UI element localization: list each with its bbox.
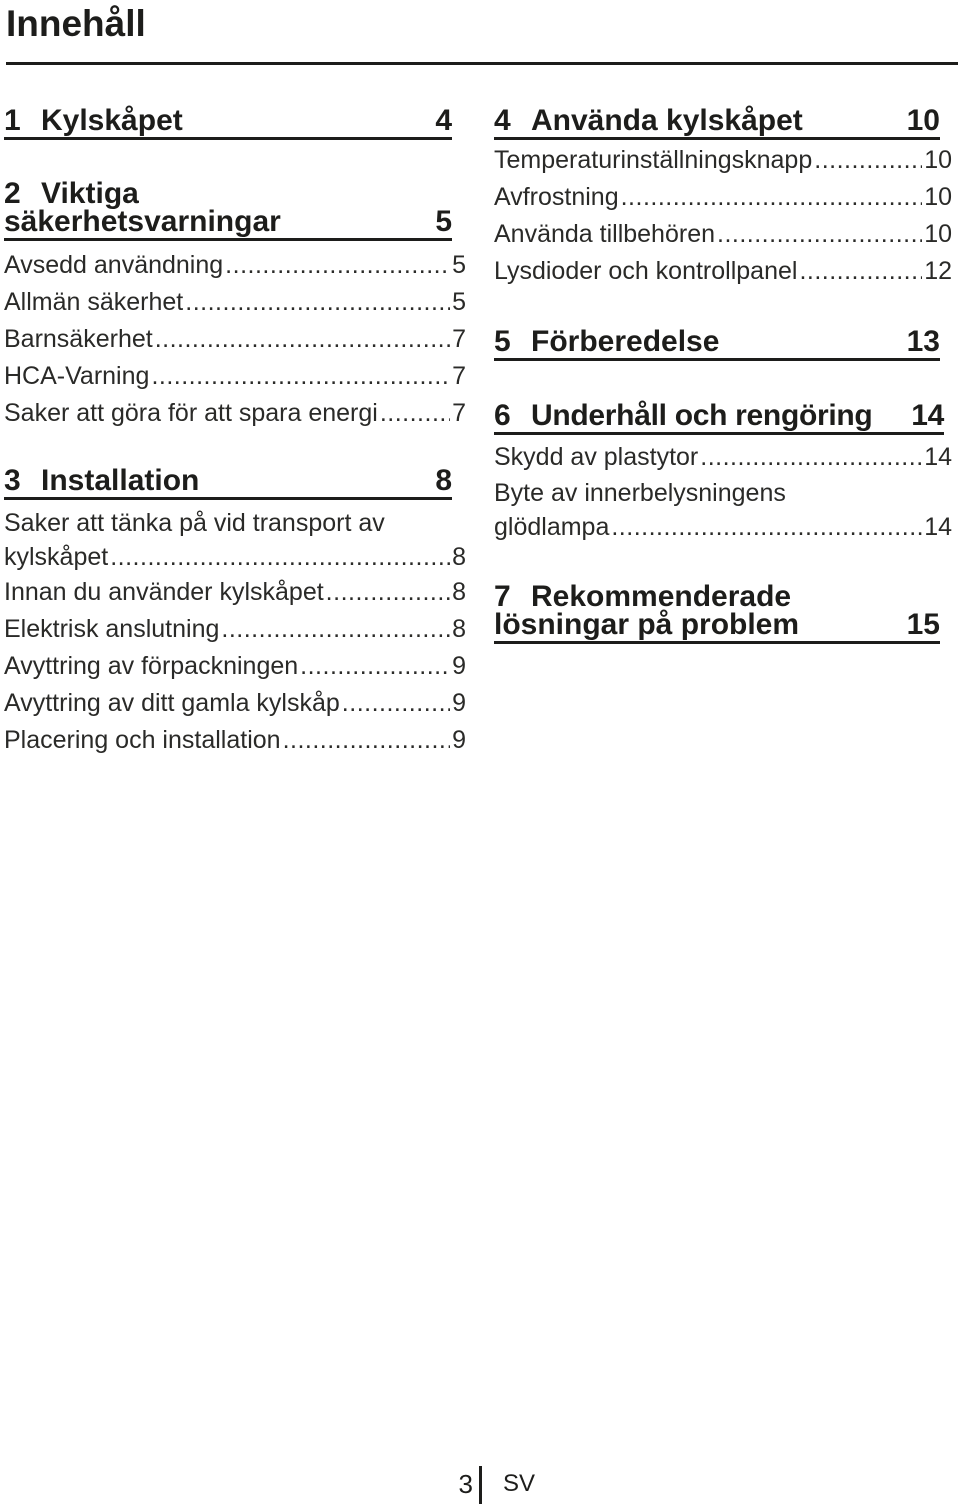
- toc-entry-page: 7: [452, 362, 466, 390]
- toc-entry[interactable]: [4, 574, 466, 611]
- dot-leader: [814, 142, 922, 179]
- section-heading[interactable]: [4, 466, 452, 500]
- toc-entry-page: 8: [452, 615, 466, 643]
- dot-leader: [151, 358, 450, 395]
- toc-section-2: [4, 177, 466, 432]
- toc-entry[interactable]: [494, 216, 952, 253]
- toc-entry-page: 10: [924, 183, 952, 211]
- toc-entry[interactable]: [4, 395, 466, 432]
- toc-entry-page: 14: [924, 513, 952, 541]
- toc-entry[interactable]: [494, 476, 952, 544]
- page-footer: [0, 1466, 960, 1506]
- section-page-number: 4: [435, 104, 452, 137]
- toc-entry-label-line2: kylskåpet: [4, 543, 109, 571]
- section-title-line1: Rekommenderade: [531, 580, 792, 613]
- page-number: 3: [458, 1469, 473, 1499]
- section-number: 7: [494, 580, 511, 613]
- section-heading[interactable]: [494, 401, 944, 435]
- section-title-line1: Viktiga: [41, 177, 139, 210]
- section-page-number: 15: [906, 608, 940, 641]
- section-title: Installation: [41, 464, 200, 497]
- toc-entry-label: Avyttring av förpackningen: [4, 652, 299, 680]
- toc-entry-label: Lysdioder och kontrollpanel: [494, 257, 798, 285]
- toc-entry-page: 7: [452, 399, 466, 427]
- toc-section-7[interactable]: [494, 580, 940, 644]
- toc-entry-label-line2: glödlampa: [494, 513, 610, 541]
- section-title: Kylskåpet: [41, 104, 183, 137]
- toc-section-4: [494, 106, 952, 290]
- section-page-number: 5: [435, 205, 452, 238]
- section-title: Underhåll och rengöring: [531, 399, 873, 432]
- section-page-number: 13: [906, 325, 940, 358]
- section-title-line2: lösningar på problem: [494, 608, 800, 641]
- toc-entry[interactable]: [4, 321, 466, 358]
- toc-entry-page: 9: [452, 652, 466, 680]
- toc-entry[interactable]: [4, 611, 466, 648]
- toc-entry-label: Placering och installation: [4, 726, 281, 754]
- toc-entry-page: 12: [924, 257, 952, 285]
- toc-entry-list: [4, 247, 466, 432]
- toc-entry-page: 9: [452, 726, 466, 754]
- toc-entry[interactable]: [4, 247, 466, 284]
- toc-entry-label: HCA-Varning: [4, 362, 150, 390]
- toc-entry[interactable]: [494, 439, 952, 476]
- language-code: SV: [503, 1470, 536, 1497]
- toc-section-3: [4, 466, 466, 759]
- toc-entry-page: 8: [452, 578, 466, 606]
- section-number: 6: [494, 399, 511, 432]
- toc-entry-page: 9: [452, 689, 466, 717]
- dot-leader: [799, 253, 922, 290]
- toc-entry-page: 5: [452, 251, 466, 279]
- dot-leader: [155, 321, 450, 358]
- toc-entry-page: 7: [452, 325, 466, 353]
- toc-entry-label-line1: Byte av innerbelysningens: [494, 479, 786, 507]
- dot-leader: [380, 395, 450, 432]
- toc-entry[interactable]: [4, 506, 466, 574]
- toc-entry-label: Skydd av plastytor: [494, 443, 699, 471]
- toc-entry-label: Temperaturinställningsknapp: [494, 146, 813, 174]
- section-page-number: 14: [911, 399, 944, 432]
- footer-divider: [479, 1466, 482, 1504]
- section-number: 1: [4, 104, 21, 137]
- section-title-line2: säkerhetsvarningar: [4, 205, 281, 238]
- toc-entry[interactable]: [4, 284, 466, 321]
- section-heading: [4, 106, 452, 140]
- toc-entry-label-line1: Saker att tänka på vid transport av: [4, 509, 385, 537]
- toc-entry-page: 14: [924, 443, 952, 471]
- toc-section-6: [494, 401, 952, 544]
- toc-entry-list: [494, 439, 952, 544]
- toc-entry[interactable]: [494, 253, 952, 290]
- page-title: Innehåll: [6, 3, 146, 44]
- dot-leader: [611, 510, 922, 544]
- toc-section-5[interactable]: [494, 327, 940, 361]
- section-heading: [494, 327, 940, 361]
- toc-entry[interactable]: [494, 179, 952, 216]
- section-number: 5: [494, 325, 511, 358]
- toc-section-1[interactable]: [4, 106, 452, 140]
- dot-leader: [283, 722, 451, 759]
- toc-entry-list: [4, 506, 466, 759]
- toc-entry-label: Avsedd användning: [4, 251, 224, 279]
- toc-entry-label: Saker att göra för att spara energi: [4, 399, 378, 427]
- dot-leader: [717, 216, 922, 253]
- toc-entry[interactable]: [4, 685, 466, 722]
- toc-entry-label: Barnsäkerhet: [4, 325, 153, 353]
- section-number: 2: [4, 177, 21, 210]
- toc-entry[interactable]: [4, 648, 466, 685]
- dot-leader: [110, 540, 450, 574]
- dot-leader: [221, 611, 450, 648]
- dot-leader: [700, 439, 922, 476]
- section-number: 3: [4, 464, 21, 497]
- section-heading[interactable]: [4, 177, 452, 241]
- dot-leader: [225, 247, 450, 284]
- section-title: Använda kylskåpet: [531, 104, 803, 137]
- dot-leader: [342, 685, 450, 722]
- toc-entry-label: Avfrostning: [494, 183, 619, 211]
- section-page-number: 8: [435, 464, 452, 497]
- toc-entry-page: 10: [924, 220, 952, 248]
- dot-leader: [326, 574, 450, 611]
- title-rule: [6, 62, 958, 65]
- section-heading: [494, 580, 940, 644]
- toc-entry[interactable]: [4, 358, 466, 395]
- section-title: Förberedelse: [531, 325, 720, 358]
- toc-entry-label: Innan du använder kylskåpet: [4, 578, 324, 606]
- toc-entry-list: [494, 142, 952, 290]
- section-page-number: 10: [906, 104, 940, 137]
- toc-entry-page: 8: [452, 543, 466, 571]
- section-heading[interactable]: [494, 106, 940, 140]
- toc-entry-page: 5: [452, 288, 466, 316]
- toc-entry-label: Använda tillbehören: [494, 220, 715, 248]
- toc-entry-label: Elektrisk anslutning: [4, 615, 220, 643]
- dot-leader: [621, 179, 923, 216]
- toc-entry[interactable]: [494, 142, 952, 179]
- dot-leader: [185, 284, 450, 321]
- toc-entry-label: Allmän säkerhet: [4, 288, 184, 316]
- dot-leader: [300, 648, 450, 685]
- toc-entry-label: Avyttring av ditt gamla kylskåp: [4, 689, 340, 717]
- section-number: 4: [494, 104, 511, 137]
- toc-entry-page: 10: [924, 146, 952, 174]
- toc-entry[interactable]: [4, 722, 466, 759]
